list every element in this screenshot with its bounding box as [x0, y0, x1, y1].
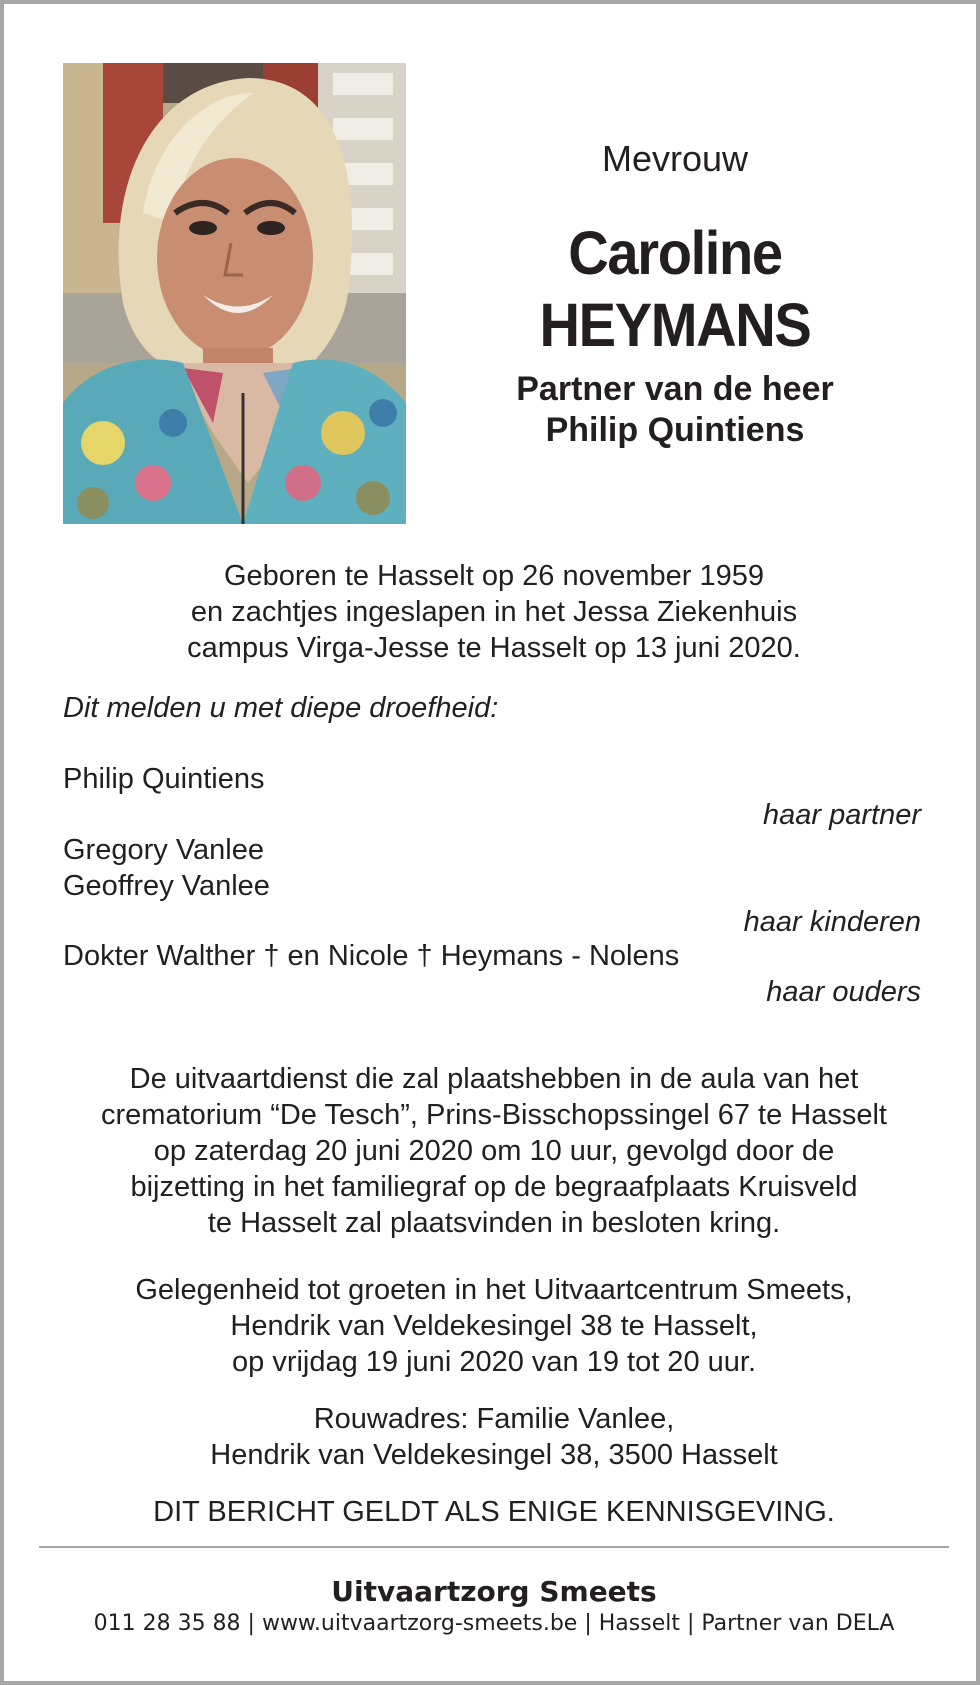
- funeral-company-name: Uitvaartzorg Smeets: [331, 1575, 657, 1608]
- notice-statement: DIT BERICHT GELDT ALS ENIGE KENNISGEVING.: [153, 1496, 835, 1528]
- portrait-image: [63, 63, 406, 524]
- family-member-name: Dokter Walther † en Nicole † Heymans - Nolens: [63, 940, 680, 972]
- family-group-parents: [63, 938, 921, 1010]
- visit-line: op vrijdag 19 juni 2020 van 19 tot 20 uur.: [232, 1346, 756, 1378]
- family-relation: haar ouders: [766, 976, 921, 1008]
- address-line: Rouwadres: Familie Vanlee,: [313, 1403, 675, 1435]
- announcement-intro: Dit melden u met diepe droefheid:: [63, 692, 499, 724]
- family-group-partner: [63, 761, 921, 833]
- birth-line: en zachtjes ingeslapen in het Jessa Ziekenhuis: [190, 596, 798, 628]
- partner-line-1: Partner van de heer: [516, 370, 834, 408]
- birth-line: Geboren te Hasselt op 26 november 1959: [223, 560, 765, 592]
- birth-info: [44, 558, 944, 666]
- family-member-name: Gregory Vanlee: [63, 834, 264, 866]
- address-line: Hendrik van Veldekesingel 38, 3500 Hasselt: [210, 1439, 778, 1471]
- visit-line: Gelegenheid tot groeten in het Uitvaartcentrum Smeets,: [135, 1274, 853, 1306]
- salutation: Mevrouw: [601, 138, 749, 179]
- visit-line: Hendrik van Veldekesingel 38 te Hasselt,: [230, 1310, 758, 1342]
- footer-divider: [39, 1546, 949, 1548]
- service-line: De uitvaartdienst die zal plaatshebben in de aula van het: [129, 1063, 859, 1095]
- deceased-name: Caroline HEYMANS: [539, 219, 811, 359]
- family-member-name: Geoffrey Vanlee: [63, 870, 270, 902]
- birth-line: campus Virga-Jesse te Hasselt op 13 juni 2020.: [187, 632, 801, 664]
- partner-line: [414, 369, 936, 451]
- funeral-service-info: [44, 1061, 944, 1241]
- family-relation: haar kinderen: [743, 906, 921, 938]
- mourning-address: [44, 1401, 944, 1473]
- service-line: te Hasselt zal plaatsvinden in besloten kring.: [207, 1207, 781, 1239]
- family-member-name: Philip Quintiens: [63, 763, 265, 795]
- portrait-photo: [63, 63, 406, 524]
- partner-line-2: Philip Quintiens: [545, 411, 805, 449]
- service-line: bijzetting in het familiegraf op de begraafplaats Kruisveld: [130, 1171, 858, 1203]
- visitation-info: [44, 1272, 944, 1380]
- family-relation: haar partner: [763, 799, 921, 831]
- family-group-children: [63, 832, 921, 940]
- service-line: crematorium “De Tesch”, Prins-Bisschopssingel 67 te Hasselt: [101, 1099, 887, 1131]
- funeral-company-contact: 011 28 35 88 | www.uitvaartzorg-smeets.be | Hasselt | Partner van DELA: [93, 1611, 895, 1636]
- service-line: op zaterdag 20 juni 2020 om 10 uur, gevolgd door de: [153, 1135, 835, 1167]
